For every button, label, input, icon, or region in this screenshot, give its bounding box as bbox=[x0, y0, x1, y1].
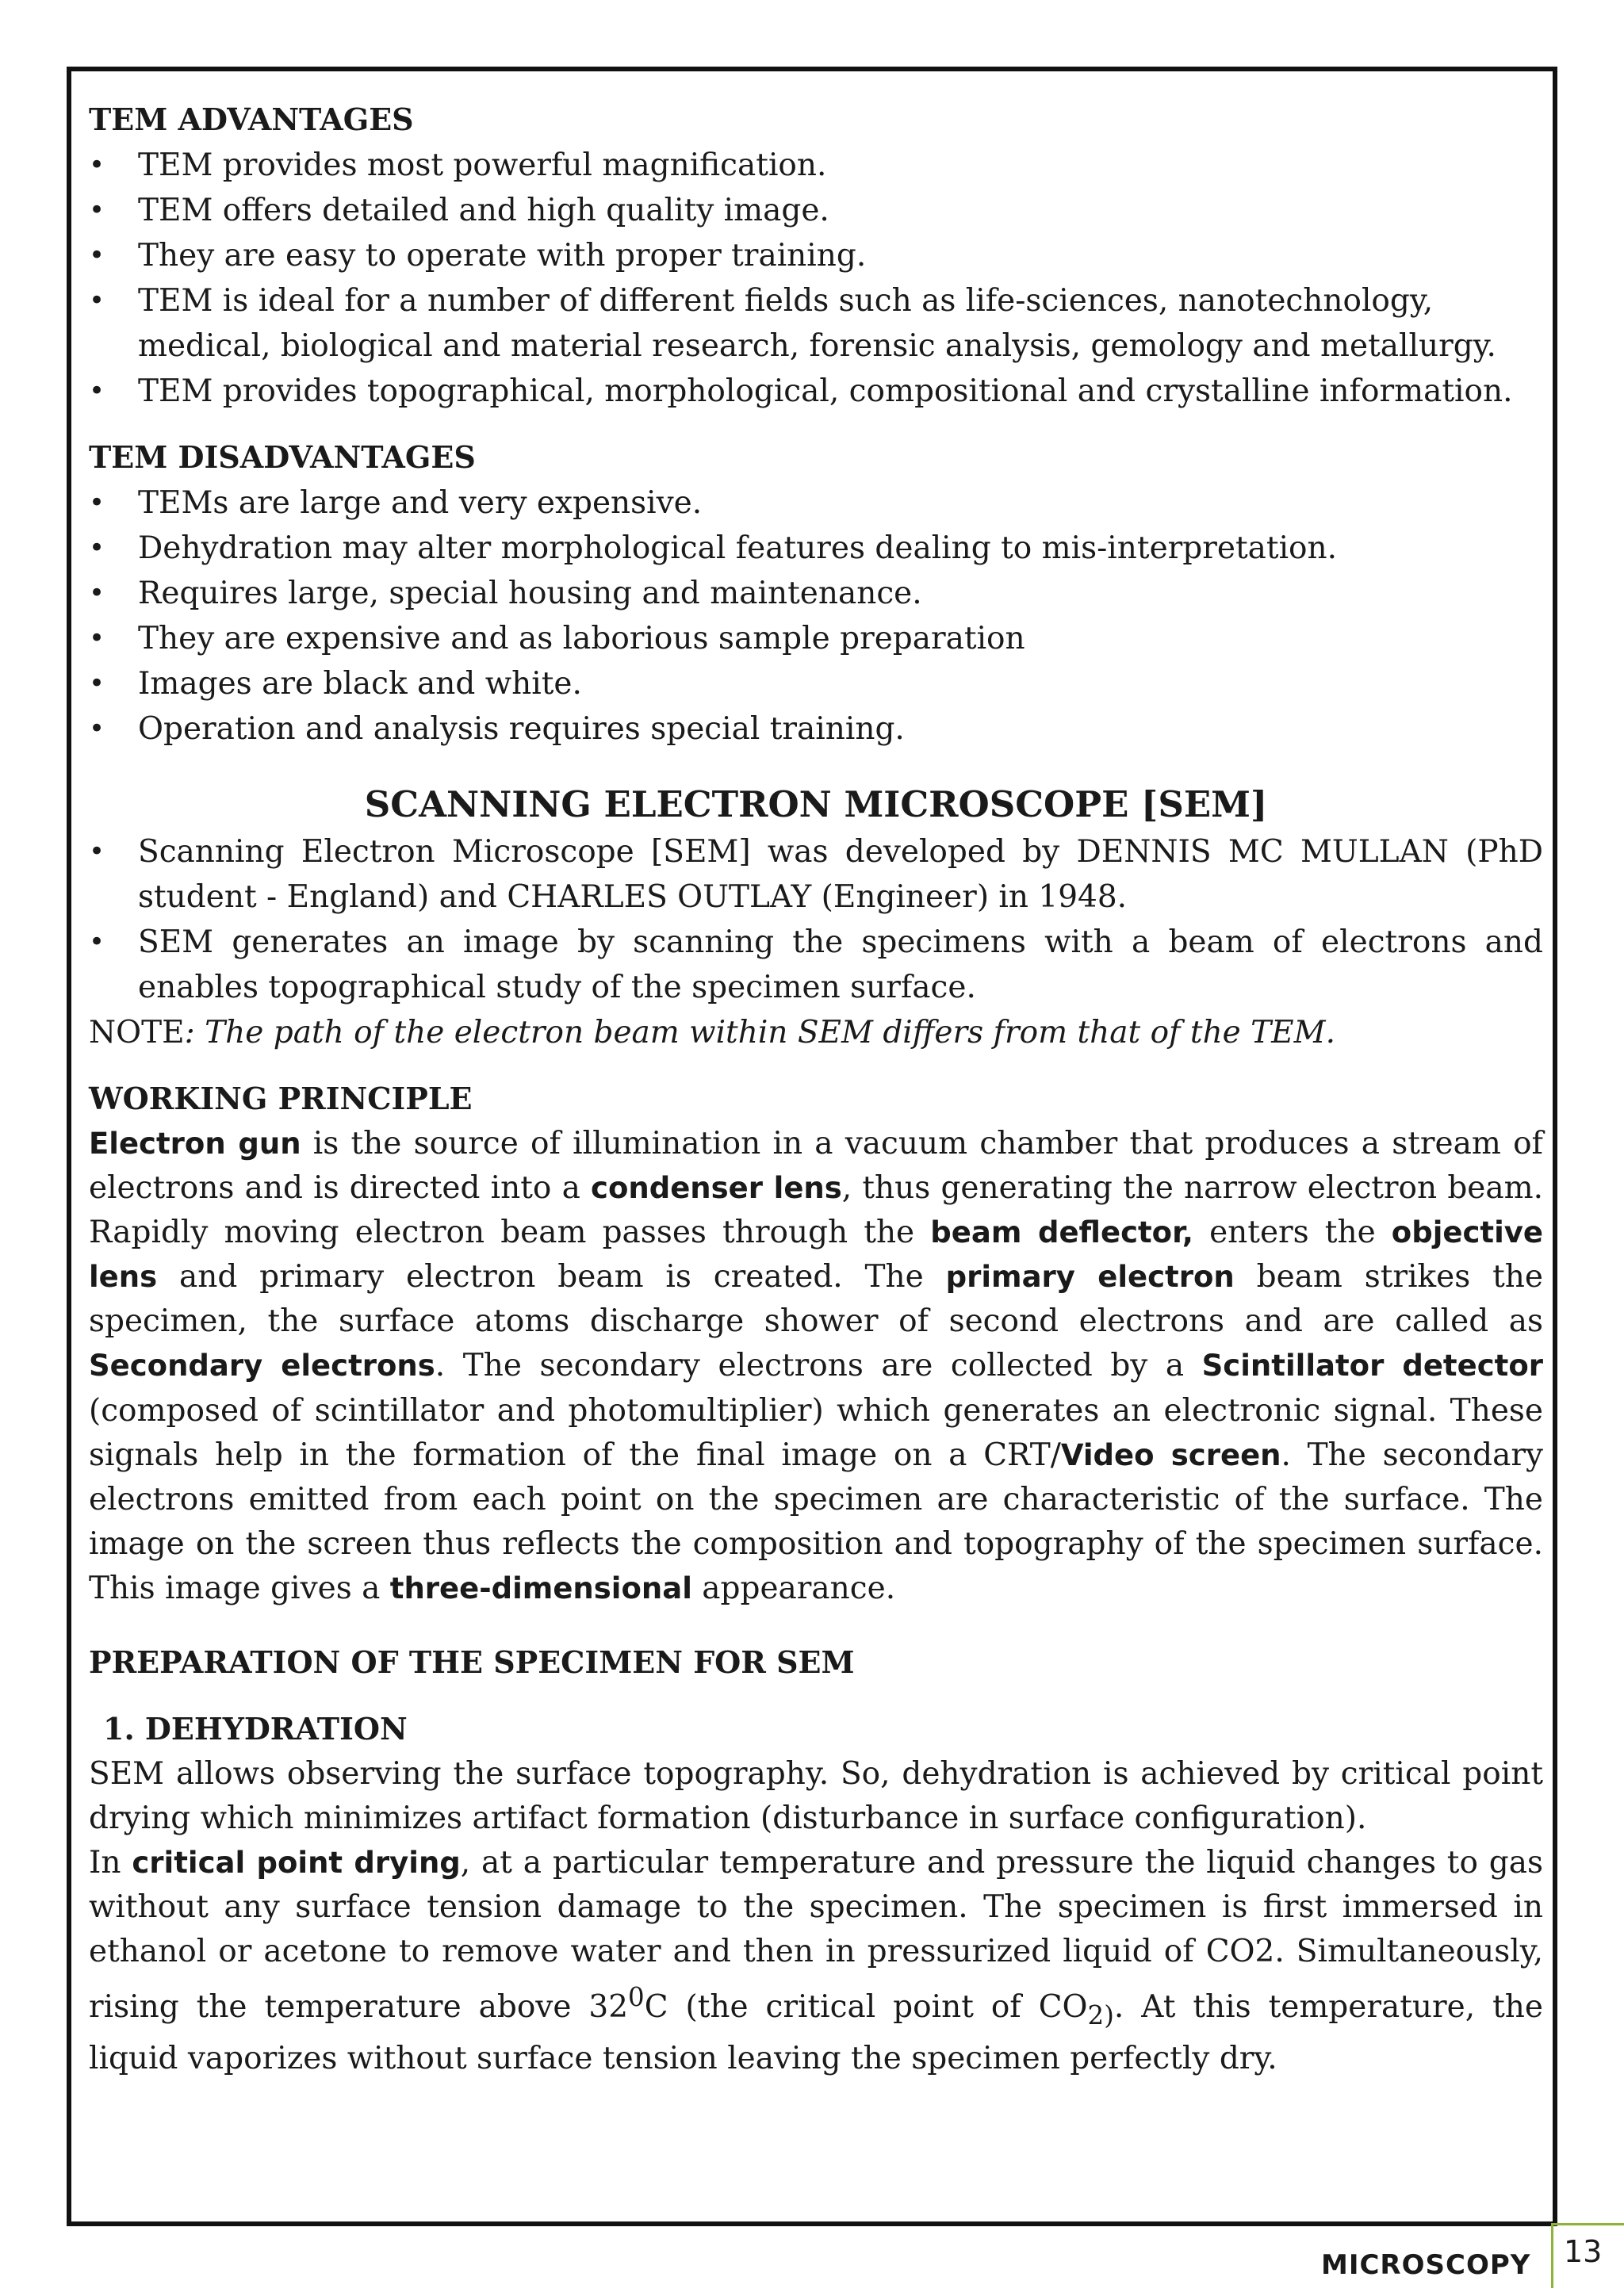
text-run: . At this temperature, the liquid vaporizes without surface tension leaving the specimen perfectly dry. bbox=[89, 1988, 1543, 2077]
list-item: • TEM provides most powerful magnification. bbox=[89, 143, 1543, 188]
preparation-heading: PREPARATION OF THE SPECIMEN FOR SEM bbox=[89, 1644, 855, 1681]
text-run: In bbox=[89, 1845, 132, 1881]
page-number-rule bbox=[1551, 2223, 1624, 2225]
list-item: • Images are black and white. bbox=[89, 661, 1543, 706]
list-item: • TEMs are large and very expensive. bbox=[89, 480, 1543, 526]
text-run: appearance. bbox=[691, 1570, 896, 1606]
bold-term: three-dimensional bbox=[389, 1571, 692, 1605]
bold-term: Video screen bbox=[1060, 1437, 1281, 1472]
note-text: : The path of the electron beam within SEM differs from that of the TEM. bbox=[184, 1015, 1335, 1050]
subscript: 2) bbox=[1087, 1999, 1114, 2030]
list-item: • Operation and analysis requires special training. bbox=[89, 706, 1543, 752]
bold-term: condenser lens bbox=[591, 1171, 842, 1206]
text-run: . The secondary electrons are collected by a bbox=[435, 1348, 1202, 1384]
text-run: beam strikes the specimen, the surface atoms discharge shower of second electrons and are called as bbox=[89, 1259, 1543, 1340]
tem-advantages-list bbox=[89, 143, 1543, 414]
page-content bbox=[89, 97, 1543, 2081]
sem-note bbox=[89, 1010, 1543, 1055]
working-principle-heading: WORKING PRINCIPLE bbox=[89, 1081, 473, 1116]
list-item: • TEM provides topographical, morphological, compositional and crystalline information. bbox=[89, 369, 1543, 414]
list-item: • TEM offers detailed and high quality image. bbox=[89, 188, 1543, 233]
text-run: C (the critical point of CO bbox=[644, 1988, 1088, 2025]
dehydration-paragraph-1: SEM allows observing the surface topography. So, dehydration is achieved by critical point drying which minimizes artifact formation (disturbance in surface configuration). bbox=[89, 1756, 1543, 1837]
bold-term: Scintillator detector bbox=[1201, 1349, 1543, 1383]
text-run: (composed of scintillator and photomultiplier) which generates an electronic signal. These signals help in the formation of the final image on a CRT/ bbox=[89, 1392, 1543, 1473]
tem-disadvantages-list bbox=[89, 480, 1543, 752]
page-number: 13 bbox=[1564, 2234, 1603, 2269]
list-item: • Requires large, special housing and maintenance. bbox=[89, 571, 1543, 616]
text-run: enters the bbox=[1193, 1215, 1392, 1251]
tem-disadvantages-heading: TEM DISADVANTAGES bbox=[89, 439, 476, 475]
bold-term: objective lens bbox=[89, 1215, 1543, 1295]
bold-term: primary electron bbox=[945, 1260, 1235, 1295]
page-number-divider bbox=[1551, 2225, 1553, 2288]
list-item: • Scanning Electron Microscope [SEM] was developed by DENNIS MC MULLAN (PhD student - England) and CHARLES OUTLAY (Engineer) in 1948. bbox=[89, 829, 1543, 920]
text-run: . The secondary electrons emitted from each point on the specimen are characteristic of the surface. The image on the screen thus reflects the composition and topography of the specimen surface. This image gives a bbox=[89, 1437, 1544, 1606]
list-item: • Dehydration may alter morphological features dealing to mis-interpretation. bbox=[89, 526, 1543, 571]
sem-title: SCANNING ELECTRON MICROSCOPE [SEM] bbox=[364, 783, 1268, 825]
text-run: is the source of illumination in a vacuum chamber that produces a stream of electrons and is directed into a bbox=[89, 1126, 1543, 1207]
list-item: • SEM generates an image by scanning the specimens with a beam of electrons and enables topographical study of the specimen surface. bbox=[89, 920, 1543, 1010]
text-run: , at a particular temperature and pressure the liquid changes to gas without any surface tension damage to the specimen. The specimen is first immersed in ethanol or acetone to remove water and then in pressurized liquid of CO2. Simultaneously, rising the temperature above 32 bbox=[89, 1845, 1543, 2025]
text-run: , thus generating the narrow electron beam. Rapidly moving electron beam passes through the bbox=[89, 1170, 1543, 1251]
dehydration-heading: 1. DEHYDRATION bbox=[103, 1711, 408, 1747]
tem-advantages-heading: TEM ADVANTAGES bbox=[89, 101, 414, 137]
sem-intro-list bbox=[89, 829, 1543, 1010]
bold-term: beam deflector, bbox=[930, 1215, 1193, 1250]
working-principle-paragraph bbox=[89, 1122, 1543, 1611]
list-item: • They are easy to operate with proper training. bbox=[89, 233, 1543, 278]
superscript: 0 bbox=[628, 1981, 645, 2012]
bold-term: Secondary electrons bbox=[89, 1349, 435, 1383]
bold-term: critical point drying bbox=[132, 1846, 461, 1881]
footer-label: MICROSCOPY bbox=[1321, 2249, 1531, 2281]
dehydration-paragraph-2 bbox=[89, 1841, 1543, 2081]
list-item: • They are expensive and as laborious sample preparation bbox=[89, 616, 1543, 661]
list-item: • TEM is ideal for a number of different fields such as life-sciences, nanotechnology, medical, biological and material research, forensic analysis, gemology and metallurgy. bbox=[89, 278, 1543, 369]
bold-term: Electron gun bbox=[89, 1127, 301, 1161]
text-run: and primary electron beam is created. The bbox=[157, 1259, 946, 1295]
note-label: NOTE bbox=[89, 1015, 185, 1050]
